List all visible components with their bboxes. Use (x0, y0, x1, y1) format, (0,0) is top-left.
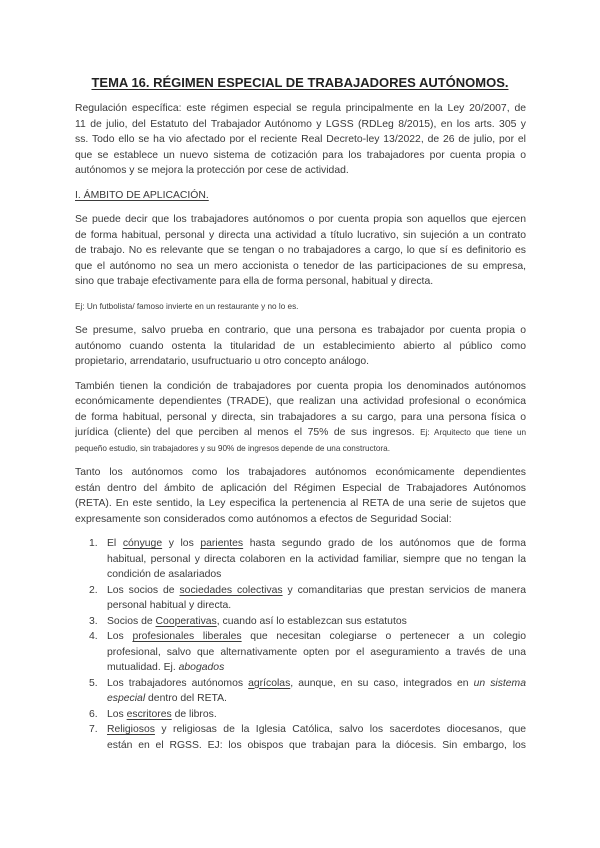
italic-text: especial (107, 693, 146, 704)
list-number: 2. (89, 584, 98, 596)
text-run: 11 de julio, del Estatuto del Trabajador Autónomo y LGSS (RDLeg 8/2015), en los arts. 305 y (75, 118, 526, 130)
list-item (75, 676, 526, 707)
list-item (75, 722, 526, 753)
text-run: de libros. (171, 708, 217, 720)
text-line (75, 228, 526, 244)
underlined-term: sociedades colectivas (179, 584, 283, 596)
text-run: que necesitan colegiarse o pertenecer a un colegio (241, 631, 526, 642)
text-run: Tanto los autónomos como los trabajadores autónomos económicamente dependientes (75, 467, 526, 478)
text-line (75, 212, 526, 228)
list-number: 1. (89, 538, 98, 549)
text-run: Regulación específica: este régimen especial se regula principalmente en la Ley 20/2007, de (75, 103, 526, 114)
list-number: 4. (89, 631, 98, 642)
text-line (75, 259, 526, 275)
text-line (75, 481, 526, 497)
document-title: TEMA 16. RÉGIMEN ESPECIAL DE TRABAJADORES AUTÓNOMOS. (91, 75, 509, 90)
text-line (107, 614, 526, 630)
text-line (107, 536, 526, 552)
text-run: jurídica (cliente) del que perciben al menos el 75% de sus ingresos. (75, 427, 421, 438)
list-number: 5. (89, 677, 98, 689)
text-run: Los (107, 708, 127, 720)
text-run: de forma habitual, personal y directa una actividad a título lucrativo, sin sujeción a un contrato (75, 229, 526, 241)
text-run: ss. Todo ello se ha vio afectado por el reciente Real Decreto-ley 13/2022, de 26 de julio, por el (75, 134, 526, 145)
text-run: expresamente son considerados como autónomos a efectos de Seguridad Social: (75, 513, 452, 525)
text-run: , aunque, en su caso, integrados en (290, 677, 474, 689)
text-run: sino que trabaje efectivamente para ella de forma personal, habitual y directa. (75, 276, 434, 287)
list-number: 6. (89, 708, 98, 720)
italic-text: abogados (178, 662, 225, 673)
text-run: Los socios de (107, 584, 180, 596)
text-line (75, 410, 526, 426)
text-run: condición de asalariados (107, 569, 222, 580)
text-line (107, 691, 526, 707)
text-run: mutualidad. Ej. (107, 662, 179, 673)
example-note: pequeño estudio, sin trabajadores y su 90% de ingresos depende de una constructora. (75, 443, 390, 453)
underlined-term: parientes (200, 538, 244, 549)
text-run: autónomo cuando ostenta la titularidad de un establecimiento abierto al público como (75, 340, 526, 352)
list-item (75, 707, 526, 723)
text-run: Se presume, salvo prueba en contrario, que una persona es trabajador por cuenta propia o (75, 325, 526, 336)
section-heading (75, 188, 526, 204)
text-line (107, 722, 526, 738)
text-line (107, 567, 526, 583)
document-body (75, 101, 526, 762)
text-run: Socios de (107, 615, 156, 627)
text-run: y comanditarias que prestan servicios de manera (282, 584, 526, 596)
text-line (107, 583, 526, 599)
text-line (75, 323, 526, 339)
list-number: 7. (89, 724, 98, 735)
text-line (75, 394, 526, 410)
text-line (75, 243, 526, 259)
text-line (107, 629, 526, 645)
text-line (75, 299, 526, 315)
text-line (107, 552, 526, 568)
underlined-term: profesionales liberales (132, 631, 242, 642)
paragraph (75, 465, 526, 527)
paragraph (75, 323, 526, 370)
underlined-term: Religiosos (107, 724, 155, 735)
italic-text: un sistema (473, 677, 526, 689)
example-note: Ej: Un futbolista/ famoso invierte en un restaurante y no lo es. (75, 301, 299, 311)
text-run: Se puede decir que los trabajadores autónomos o por cuenta propia son aquellos que ejercen (75, 214, 526, 225)
text-run: que el autónomo no sea un mero accionista o tenedor de las participaciones de su empresa, (75, 260, 526, 272)
text-line (75, 465, 526, 481)
list-item (75, 629, 526, 676)
text-run: I. ÁMBITO DE APLICACIÓN. (75, 189, 209, 201)
underlined-term: escritores (126, 708, 172, 720)
underlined-term: cónyuge (122, 538, 163, 549)
text-line (107, 738, 526, 754)
text-line (75, 496, 526, 512)
paragraph (75, 101, 526, 179)
text-run: profesional, salvo que alternativamente opten por el aseguramiento a través de una (107, 646, 526, 658)
text-line (75, 117, 526, 133)
text-run: y los (162, 538, 201, 549)
list-item (75, 614, 526, 630)
text-line (75, 425, 526, 441)
numbered-list (75, 536, 526, 753)
text-line (75, 188, 526, 204)
underlined-term: Cooperativas (155, 615, 217, 627)
text-line (107, 598, 526, 614)
text-run: habitual, personal y directa colaboren en la actividad familiar, siempre que no tengan la (107, 553, 526, 565)
text-line (75, 379, 526, 395)
text-line (75, 441, 526, 457)
text-run: que se establece un nuevo sistema de cotización para los trabajadores por cuenta propia o (75, 149, 526, 161)
text-line (75, 132, 526, 148)
underlined-term: agrícolas (248, 677, 291, 689)
text-line (107, 660, 526, 676)
list-item (75, 536, 526, 583)
text-run: Los (107, 631, 133, 642)
paragraph (75, 379, 526, 457)
text-line (107, 676, 526, 692)
text-line (75, 354, 526, 370)
text-run: autónomos y se mejora la protección por cese de actividad. (75, 165, 349, 176)
text-line (107, 645, 526, 661)
text-line (75, 339, 526, 355)
text-run: hasta segundo grado de los autónomos que de forma (243, 538, 526, 549)
text-line (75, 101, 526, 117)
text-line (107, 707, 526, 723)
list-item (75, 583, 526, 614)
text-line (75, 148, 526, 164)
text-line (75, 274, 526, 290)
example-note: Ej: Arquitecto que tiene un (420, 428, 526, 437)
text-run: de trabajo. No es relevante que se tengan o no trabajadores a cargo, lo que sí es definitorio es (75, 245, 526, 256)
text-run: propietario, arrendatario, usufructuario u otro concepto análogo. (75, 356, 370, 367)
text-line (75, 512, 526, 528)
paragraph (75, 212, 526, 290)
text-run: El (107, 538, 123, 549)
text-run: (RETA). En este sentido, la Ley especifica la pertenencia al RETA de una serie de sujetos que (75, 498, 526, 509)
text-run: Los trabajadores autónomos (107, 677, 249, 689)
text-run: , cuando así lo establezcan sus estatutos (216, 615, 407, 627)
text-run: están en el RGSS. EJ: los obispos que trabajan para la diócesis. Sin embargo, los (107, 739, 526, 751)
paragraph (75, 299, 526, 315)
list-number: 3. (89, 615, 98, 627)
text-run: dentro del RETA. (145, 693, 227, 704)
text-line (75, 163, 526, 179)
text-run: y religiosas de la Iglesia Católica, salvo los sacerdotes diocesanos, que (154, 724, 526, 735)
text-run: También tienen la condición de trabajadores por cuenta propia los denominados autónomos (75, 380, 526, 392)
text-run: de forma habitual, personal y directa, sin trabajadores a su cargo, para una persona física o (75, 411, 526, 423)
text-run: están dentro del ámbito de aplicación del Régimen Especial de Trabajadores Autónomos (75, 482, 526, 494)
text-run: económicamente dependientes (TRADE), que realizan una actividad profesional o económica (75, 396, 526, 407)
text-run: personal habitual y directa. (107, 600, 232, 611)
